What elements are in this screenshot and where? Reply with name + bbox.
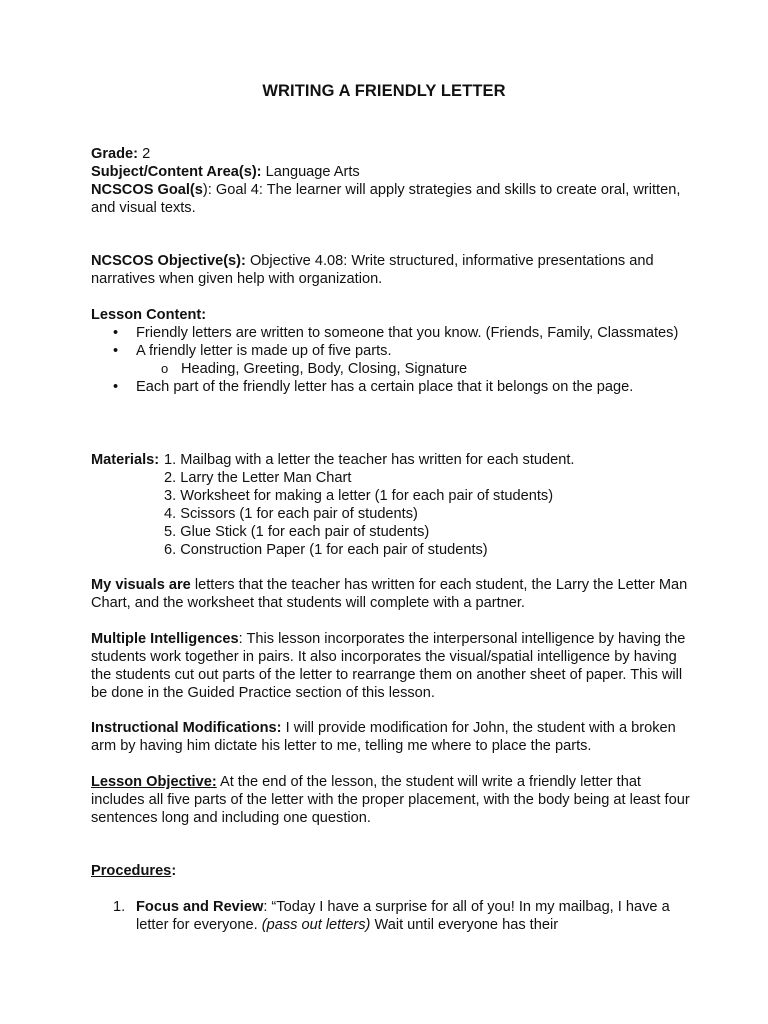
lesson-content-label: Lesson Content: xyxy=(91,307,207,323)
list-item-text: A friendly letter is made up of five parts. xyxy=(136,343,392,359)
materials-row xyxy=(91,451,691,559)
list-item: 2. Larry the Letter Man Chart xyxy=(164,470,352,486)
grade-label: Grade: xyxy=(91,146,139,162)
item-label: Focus and Review xyxy=(136,899,264,915)
modifications-text: I will provide modification for John, the student with a broken arm by having him dictate his letter to me, telling me where to place the parts. xyxy=(91,720,676,754)
intelligences-label: Multiple Intelligences xyxy=(91,631,239,647)
lesson-objective-section xyxy=(91,773,691,827)
objective-label: NCSCOS Objective(s): xyxy=(91,253,246,269)
goal-label: NCSCOS Goal(s xyxy=(91,182,203,198)
grade-value: 2 xyxy=(138,146,151,162)
subject-value: Language Arts xyxy=(261,164,360,180)
procedures-colon: : xyxy=(171,863,177,879)
modifications-section xyxy=(91,719,691,755)
item-number: 1. xyxy=(113,899,126,915)
lesson-content-section xyxy=(91,306,691,396)
goal-line xyxy=(91,181,691,217)
document-title: WRITING A FRIENDLY LETTER xyxy=(262,82,506,100)
visuals-label: My visuals are xyxy=(91,577,191,593)
materials-section xyxy=(91,451,691,559)
procedures-label: Procedures xyxy=(91,863,172,879)
objective-section xyxy=(91,252,691,288)
visuals-section xyxy=(91,576,691,612)
list-item: 1. Mailbag with a letter the teacher has written for each student. xyxy=(164,452,575,468)
intelligences-text: : This lesson incorporates the interpersonal intelligence by having the students work together in pairs. It also incorporates the visual/spatial intelligence by having the students cut out parts of the letter to rearrange them on another sheet of paper. This will be done in the Guided Practice section of this lesson. xyxy=(91,631,686,701)
list-item: • Friendly letters are written to someone that you know. (Friends, Family, Classmates) xyxy=(91,324,691,342)
item-body xyxy=(136,898,691,934)
subject-label: Subject/Content Area(s): xyxy=(91,164,262,180)
list-item: 4. Scissors (1 for each pair of students) xyxy=(164,506,418,522)
list-item: • Each part of the friendly letter has a certain place that it belongs on the page. xyxy=(91,378,691,396)
lesson-objective-text: At the end of the lesson, the student will write a friendly letter that includes all five parts of the letter with the proper placement, with the body being at least four sentences long and including one question. xyxy=(91,774,690,826)
lesson-content-list xyxy=(91,324,691,396)
grade-line xyxy=(91,145,691,163)
item-text-b: Wait until everyone has their xyxy=(370,917,559,933)
modifications-label: Instructional Modifications: xyxy=(91,720,282,736)
list-item: 5. Glue Stick (1 for each pair of students) xyxy=(164,524,430,540)
objective-text: Objective 4.08: Write structured, informative presentations and narratives when given help with organization. xyxy=(91,253,654,287)
sub-list-item: o Heading, Greeting, Body, Closing, Signature xyxy=(136,360,691,378)
intelligences-section xyxy=(91,630,691,702)
visuals-text: letters that the teacher has written for each student, the Larry the Letter Man Chart, and the worksheet that students will complete with a partner. xyxy=(91,577,688,611)
goal-value: ): Goal 4: The learner will apply strategies and skills to create oral, written, and visual texts. xyxy=(91,182,681,216)
list-item xyxy=(91,898,691,934)
procedures-section xyxy=(91,862,691,880)
list-item: 6. Construction Paper (1 for each pair of students) xyxy=(164,542,488,558)
item-italic: (pass out letters) xyxy=(261,917,371,933)
lesson-objective-label: Lesson Objective: xyxy=(91,774,217,790)
list-item: 3. Worksheet for making a letter (1 for each pair of students) xyxy=(164,488,554,504)
procedures-list xyxy=(91,898,691,934)
materials-label: Materials: xyxy=(91,452,160,468)
materials-list xyxy=(164,451,574,559)
sub-list xyxy=(136,360,691,378)
subject-line xyxy=(91,163,691,181)
list-item xyxy=(91,342,691,378)
header-info xyxy=(91,145,691,217)
item-text-a: : “Today I have a surprise for all of you! In my mailbag, I have a letter for everyone. xyxy=(136,899,670,933)
